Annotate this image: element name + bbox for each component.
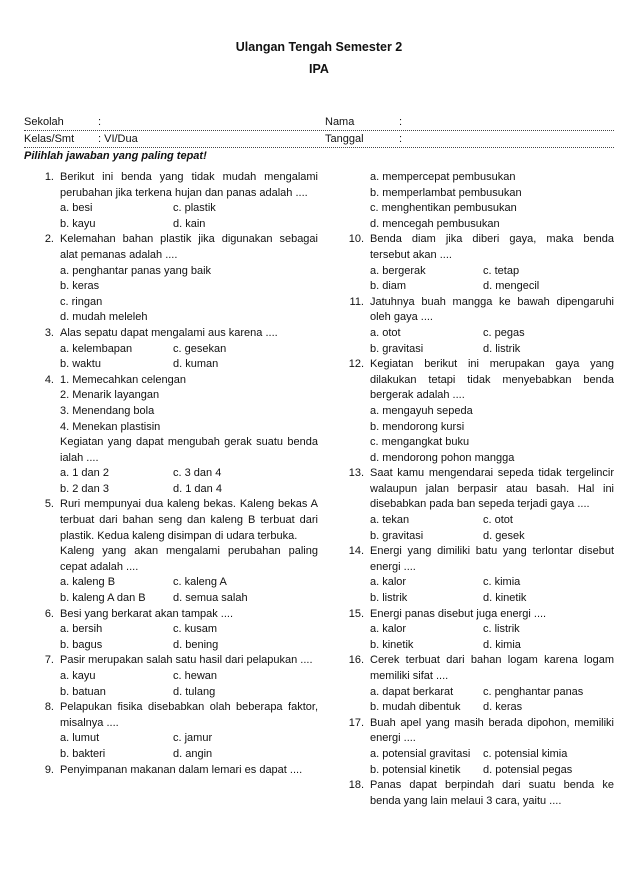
option-row bbox=[60, 591, 318, 607]
option: d. potensial pegas bbox=[483, 763, 573, 776]
question-item bbox=[24, 700, 318, 762]
option: d. mendorong pohon mangga bbox=[370, 451, 515, 464]
option: c. pegas bbox=[483, 326, 525, 339]
sekolah-value: : bbox=[98, 116, 102, 128]
option: a. kalor bbox=[370, 576, 407, 589]
question-number: 11. bbox=[349, 295, 364, 308]
option-row bbox=[370, 685, 614, 701]
option: d. mudah meleleh bbox=[60, 311, 148, 324]
question-number: 1. bbox=[44, 171, 54, 183]
question-text: Energi panas disebut juga energi .... bbox=[370, 607, 547, 620]
question-number: 5. bbox=[44, 498, 54, 511]
kelas-value: : VI/Dua bbox=[98, 133, 138, 145]
option-row bbox=[370, 747, 614, 763]
question-number: 12. bbox=[348, 358, 364, 371]
option: a. dapat berkarat bbox=[370, 685, 454, 698]
option: d. bening bbox=[173, 638, 219, 651]
question-number: 4. bbox=[44, 373, 54, 386]
exam-title: Ulangan Tengah Semester 2 bbox=[235, 40, 403, 54]
option: d. tulang bbox=[173, 685, 216, 698]
option-row bbox=[60, 622, 318, 638]
option-row bbox=[370, 638, 614, 654]
question-text: Jatuhnya buah mangga ke bawah dipengaruhi oleh gaya .... bbox=[370, 295, 614, 324]
question-item bbox=[334, 232, 614, 294]
option: d. semua salah bbox=[173, 592, 248, 605]
option: d. kuman bbox=[173, 358, 219, 371]
option-row bbox=[370, 342, 614, 358]
option: b. mudah dibentuk bbox=[370, 701, 461, 714]
option: a. mempercepat pembusukan bbox=[370, 171, 516, 183]
option: d. gesek bbox=[483, 529, 525, 542]
option: c. penghantar panas bbox=[483, 685, 584, 698]
option: b. batuan bbox=[60, 685, 106, 698]
question-text: Berikut ini benda yang tidak mudah mengalami perubahan jika terkena hujan dan panas adalah .... bbox=[60, 171, 318, 199]
option: a. kelembapan bbox=[60, 342, 133, 355]
question-number: 14. bbox=[348, 545, 364, 558]
option: c. kimia bbox=[483, 576, 521, 589]
option: c. gesekan bbox=[173, 342, 227, 355]
option: c. mengangkat buku bbox=[370, 436, 470, 449]
option: d. kinetik bbox=[483, 592, 527, 605]
question-text: Buah apel yang masih berada dipohon, memiliki energi .... bbox=[370, 716, 614, 745]
option: d. keras bbox=[483, 701, 523, 714]
header-divider-bottom bbox=[24, 147, 614, 148]
option: b. 2 dan 3 bbox=[60, 482, 109, 495]
question-item bbox=[24, 170, 318, 232]
question-number: 8. bbox=[44, 701, 54, 714]
question-text: Penyimpanan makanan dalam lemari es dapat .... bbox=[60, 763, 303, 776]
option: b. kayu bbox=[60, 217, 96, 230]
option-row bbox=[60, 638, 318, 654]
question-text: Ruri mempunyai dua kaleng bekas. Kaleng bekas A terbuat dari bahan seng dan kaleng B terbuat dari plastik. Kedua kaleng disimpan di udara terbuka. bbox=[60, 498, 318, 542]
question-item bbox=[334, 295, 614, 357]
option-row bbox=[60, 217, 318, 233]
question-item bbox=[24, 607, 318, 654]
question-item bbox=[334, 778, 614, 809]
option-row bbox=[60, 357, 318, 373]
option: a. bersih bbox=[60, 623, 103, 636]
option-row bbox=[60, 482, 318, 498]
question-number: 10. bbox=[348, 233, 364, 246]
statement-item: 4. Menekan plastisin bbox=[60, 420, 161, 433]
option-row bbox=[370, 591, 614, 607]
option: a. mengayuh sepeda bbox=[370, 404, 473, 417]
option-row bbox=[370, 622, 614, 638]
question-item bbox=[24, 497, 318, 606]
question-text: Energi yang dimiliki batu yang terlontar disebut energi .... bbox=[370, 545, 614, 573]
option: d. mencegah pembusukan bbox=[370, 217, 500, 230]
statement-item: 1. Memecahkan celengan bbox=[60, 373, 186, 386]
option: c. plastik bbox=[173, 202, 216, 215]
question-item bbox=[334, 607, 614, 654]
option: b. kaleng A dan B bbox=[60, 592, 146, 605]
option: a. kalor bbox=[370, 623, 407, 636]
question-item bbox=[334, 716, 614, 778]
option: c. tetap bbox=[483, 264, 520, 277]
question-item bbox=[24, 326, 318, 373]
question-number: 2. bbox=[44, 233, 54, 246]
header-divider bbox=[24, 130, 614, 131]
instruction: Pilihlah jawaban yang paling tepat! bbox=[24, 150, 207, 162]
sekolah-label: Sekolah bbox=[24, 116, 64, 128]
option-row bbox=[60, 342, 318, 358]
option: d. listrik bbox=[483, 342, 521, 355]
question-item bbox=[334, 653, 614, 715]
question-number: 18. bbox=[348, 779, 364, 792]
option: b. waktu bbox=[60, 358, 101, 371]
option: b. listrik bbox=[370, 592, 408, 605]
option-row bbox=[60, 201, 318, 217]
right-column bbox=[334, 170, 614, 809]
kelas-label: Kelas/Smt bbox=[24, 133, 75, 145]
option-row bbox=[60, 731, 318, 747]
nama-value: : bbox=[399, 116, 403, 128]
question-text: Panas dapat berpindah dari suatu benda ke benda yang lain melaui 3 cara, yaitu .... bbox=[370, 779, 614, 807]
option-row bbox=[370, 279, 614, 295]
option: d. mengecil bbox=[483, 280, 540, 293]
option: b. mendorong kursi bbox=[370, 420, 465, 433]
left-column bbox=[24, 170, 318, 778]
question-number: 6. bbox=[44, 607, 54, 620]
option-row bbox=[370, 529, 614, 545]
question-number: 9. bbox=[44, 763, 54, 776]
question-text: Alas sepatu dapat mengalami aus karena .... bbox=[60, 326, 278, 339]
option: a. kaleng B bbox=[60, 576, 116, 589]
option: a. otot bbox=[370, 326, 401, 339]
option-row bbox=[60, 575, 318, 591]
subject-title: IPA bbox=[309, 62, 329, 76]
option: d. kimia bbox=[483, 638, 521, 651]
question-item bbox=[334, 466, 614, 544]
option: b. kinetik bbox=[370, 638, 414, 651]
question-number: 13. bbox=[348, 467, 364, 480]
question-text: Kegiatan yang dapat mengubah gerak suatu benda ialah .... bbox=[60, 436, 318, 464]
question-item bbox=[334, 357, 614, 466]
question-text: Kegiatan berikut ini merupakan gaya yang dilakukan tetapi tidak menyebabkan benda bergerak adalah .... bbox=[370, 358, 614, 402]
option: b. keras bbox=[60, 280, 100, 293]
question-number: 15. bbox=[348, 607, 364, 620]
question-number: 16. bbox=[348, 654, 364, 667]
option: b. gravitasi bbox=[370, 529, 424, 542]
question-item bbox=[24, 763, 318, 779]
option: a. penghantar panas yang baik bbox=[60, 264, 212, 277]
question-text: Saat kamu mengendarai sepeda tidak tergelincir walaupun jalan berpasir atau basah. Hal ini disebabkan pada ban sepeda terjadi gaya .... bbox=[370, 467, 614, 511]
question-number: 7. bbox=[44, 654, 54, 667]
question-text-2: Kaleng yang akan mengalami perubahan paling cepat adalah .... bbox=[60, 545, 318, 573]
option: c. 3 dan 4 bbox=[173, 467, 222, 480]
option: c. otot bbox=[483, 514, 513, 527]
option: b. gravitasi bbox=[370, 342, 424, 355]
option: d. kain bbox=[173, 217, 206, 230]
option-row bbox=[370, 326, 614, 342]
option: b. diam bbox=[370, 280, 407, 293]
option: d. angin bbox=[173, 747, 213, 760]
option-row bbox=[370, 513, 614, 529]
statement-item: 3. Menendang bola bbox=[60, 404, 155, 417]
option: b. potensial kinetik bbox=[370, 763, 461, 776]
question-item bbox=[24, 232, 318, 326]
statement-item: 2. Menarik layangan bbox=[60, 389, 160, 402]
question-number: 17. bbox=[348, 716, 364, 729]
option: a. kayu bbox=[60, 670, 96, 682]
question-text: Besi yang berkarat akan tampak .... bbox=[60, 607, 234, 620]
option: c. potensial kimia bbox=[483, 747, 568, 760]
question-continuation bbox=[334, 170, 614, 232]
tanggal-value: : bbox=[399, 133, 403, 145]
option: c. ringan bbox=[60, 295, 103, 308]
nama-label: Nama bbox=[325, 116, 355, 128]
question-item bbox=[24, 653, 318, 700]
question-text: Pelapukan fisika disebabkan olah beberapa faktor, misalnya .... bbox=[60, 701, 318, 729]
option-row bbox=[370, 575, 614, 591]
question-text: Kelemahan bahan plastik jika digunakan sebagai alat pemanas adalah .... bbox=[60, 233, 318, 261]
option: b. memperlambat pembusukan bbox=[370, 186, 522, 199]
option: b. bagus bbox=[60, 638, 103, 651]
question-text: Pasir merupakan salah satu hasil dari pelapukan .... bbox=[60, 654, 313, 667]
option: c. hewan bbox=[173, 670, 218, 682]
option-row bbox=[370, 700, 614, 716]
option: a. lumut bbox=[60, 732, 100, 745]
option-row bbox=[370, 763, 614, 779]
question-item bbox=[24, 373, 318, 498]
question-text: Benda diam jika diberi gaya, maka benda tersebut akan .... bbox=[370, 233, 614, 261]
option: a. 1 dan 2 bbox=[60, 467, 109, 480]
question-text: Cerek terbuat dari bahan logam karena logam memiliki sifat .... bbox=[370, 654, 614, 682]
option: c. kusam bbox=[173, 623, 218, 636]
question-number: 3. bbox=[44, 326, 54, 339]
option-row bbox=[60, 685, 318, 701]
option: c. menghentikan pembusukan bbox=[370, 202, 517, 215]
option: a. potensial gravitasi bbox=[370, 747, 471, 760]
option-row bbox=[60, 669, 318, 685]
option-row bbox=[60, 747, 318, 763]
option: a. tekan bbox=[370, 514, 410, 527]
option: c. listrik bbox=[483, 623, 520, 636]
option: d. 1 dan 4 bbox=[173, 482, 222, 495]
option: c. kaleng A bbox=[173, 576, 227, 589]
option: a. bergerak bbox=[370, 264, 426, 277]
option: c. jamur bbox=[173, 732, 213, 745]
option-row bbox=[60, 466, 318, 482]
tanggal-label: Tanggal bbox=[325, 133, 364, 145]
question-item bbox=[334, 544, 614, 606]
option: a. besi bbox=[60, 202, 93, 215]
option: b. bakteri bbox=[60, 747, 106, 760]
option-row bbox=[370, 264, 614, 280]
